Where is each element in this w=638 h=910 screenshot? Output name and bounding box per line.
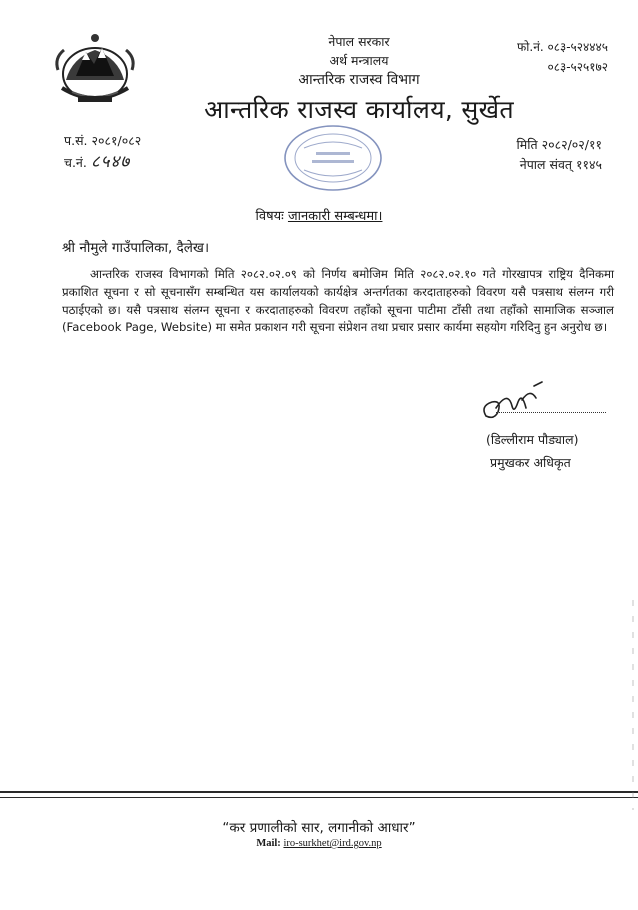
scan-edge-mark — [630, 600, 636, 810]
date-value: २०८२/०२/११ — [541, 137, 602, 152]
subject-label: विषयः — [255, 209, 284, 224]
phone-label: फो.नं. — [517, 40, 544, 54]
footer-divider-thin — [0, 797, 638, 798]
ministry-name: अर्थ मन्त्रालय — [329, 53, 389, 68]
signature-line — [496, 412, 606, 413]
footer-mail — [0, 838, 638, 849]
phone-number-2: ०८३-५२५१७२ — [547, 60, 608, 74]
dispatch-number-value: ८५४७ — [90, 152, 131, 172]
subject-text: जानकारी सम्बन्धमा। — [287, 209, 383, 224]
mail-label: Mail: — [256, 838, 281, 849]
footer-motto: “कर प्रणालीको सार, लगानीको आधार” — [222, 820, 416, 836]
office-stamp — [278, 118, 388, 196]
signatory-title: प्रमुखकर अधिकृत — [490, 455, 571, 470]
date-line — [517, 136, 603, 153]
signatory-name: (डिल्लीराम पौड्याल) — [486, 432, 579, 447]
subject-line — [0, 206, 638, 224]
phone-number-1: ०८३-५२४४४५ — [547, 40, 608, 54]
dispatch-number-label: च.नं. — [64, 155, 87, 170]
office-name: आन्तरिक राजस्व कार्यालय, सुर्खेत — [204, 95, 514, 124]
date-label: मिति — [516, 137, 538, 152]
mail-address-link[interactable]: iro-surkhet@ird.gov.np — [283, 838, 382, 849]
phone-line-1 — [517, 38, 608, 55]
fiscal-year-label: प.सं. — [64, 133, 88, 148]
footer-divider — [0, 791, 638, 793]
letter-body: आन्तरिक राजस्व विभागको मिति २०८२.०२.०९ को निर्णय बमोजिम मिति २०८२.०२.१० गते गोरखापत्र राष्ट्रिय दैनिकमा प्रकाशित सूचना र सो सूचनासँग सम्बन्धित यस कार्यालयको कार्यक्षेत्र अन्तर्गतका करदाताहरुको विवरण यसै पत्रसाथ संलग्न गरी पठाईएको छ। यसै पत्रसाथ संलग्न सूचना र करदाताहरुको विवरण तहाँको सूचना पाटीमा टाँसी तथा तहाँको सामाजिक सञ्जाल (Facebook Page, Website) मा समेत प्रकाशन गरी सूचना संप्रेशन तथा प्रचार प्रसार कार्यमा सहयोग गरिदिनु हुन अनुरोध छ। — [62, 267, 614, 335]
fiscal-year-line — [64, 132, 141, 149]
government-name: नेपाल सरकार — [328, 34, 390, 49]
handwritten-signature — [478, 380, 550, 426]
nepal-sambat-date: नेपाल संवत् ११४५ — [519, 157, 602, 172]
dispatch-number-line — [64, 149, 130, 172]
addressee: श्री नौमुले गाउँपालिका, दैलेख। — [62, 240, 210, 256]
fiscal-year-value: २०८१/०८२ — [91, 133, 142, 148]
department-name: आन्तरिक राजस्व विभाग — [298, 72, 420, 88]
